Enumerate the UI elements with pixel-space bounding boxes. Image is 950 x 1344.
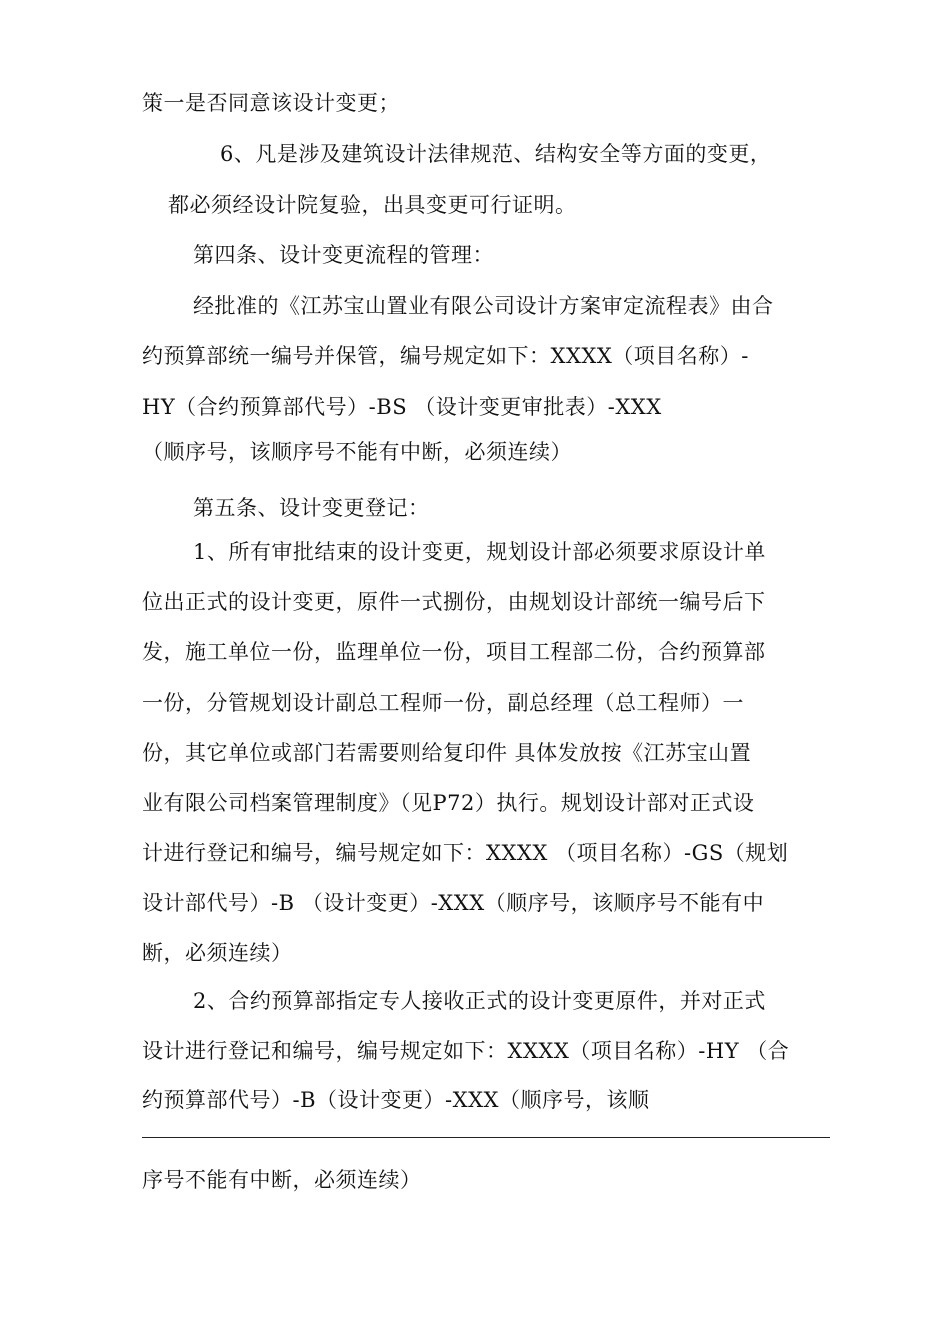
text-line: 都必须经设计院复验，出具变更可行证明。 — [168, 193, 577, 217]
text-line: 一份，分管规划设计副总工程师一份，副总经理（总工程师）一 — [142, 691, 744, 715]
section-heading-5: 第五条、设计变更登记： — [193, 496, 430, 520]
text-line: 业有限公司档案管理制度》（见P72）执行。规划设计部对正式设 — [142, 791, 755, 815]
text-line: HY（合约预算部代号）-BS （设计变更审批表）-XXX — [142, 395, 662, 419]
text-line: 约预算部统一编号并保管，编号规定如下：XXXX（项目名称）- — [142, 344, 749, 368]
text-line: 份，其它单位或部门若需要则给复印件 具体发放按《江苏宝山置 — [142, 741, 752, 765]
text-line: 设计进行登记和编号，编号规定如下：XXXX（项目名称）-HY （合 — [142, 1039, 790, 1063]
text-line: 发，施工单位一份，监理单位一份，项目工程部二份，合约预算部 — [142, 640, 766, 664]
page-divider — [142, 1137, 830, 1138]
text-line: 1、所有审批结束的设计变更，规划设计部必须要求原设计单 — [193, 540, 766, 564]
text-line: 位出正式的设计变更，原件一式捌份，由规划设计部统一编号后下 — [142, 590, 766, 614]
text-line: 策一是否同意该设计变更； — [142, 91, 400, 115]
text-line: 序号不能有中断，必须连续） — [142, 1168, 422, 1192]
text-line: 约预算部代号）-B（设计变更）-XXX（顺序号，该顺 — [142, 1088, 650, 1112]
text-line: 断，必须连续） — [142, 941, 293, 965]
text-line: （顺序号，该顺序号不能有中断，必须连续） — [142, 440, 572, 464]
text-line: 计进行登记和编号，编号规定如下：XXXX （项目名称）-GS（规划 — [142, 841, 789, 865]
text-line: 经批准的《江苏宝山置业有限公司设计方案审定流程表》由合 — [193, 294, 774, 318]
section-heading-4: 第四条、设计变更流程的管理： — [193, 243, 494, 267]
text-line: 设计部代号）-B （设计变更）-XXX（顺序号，该顺序号不能有中 — [142, 891, 765, 915]
text-line: 6、凡是涉及建筑设计法律规范、结构安全等方面的变更， — [220, 142, 772, 166]
text-line: 2、合约预算部指定专人接收正式的设计变更原件，并对正式 — [193, 989, 766, 1013]
